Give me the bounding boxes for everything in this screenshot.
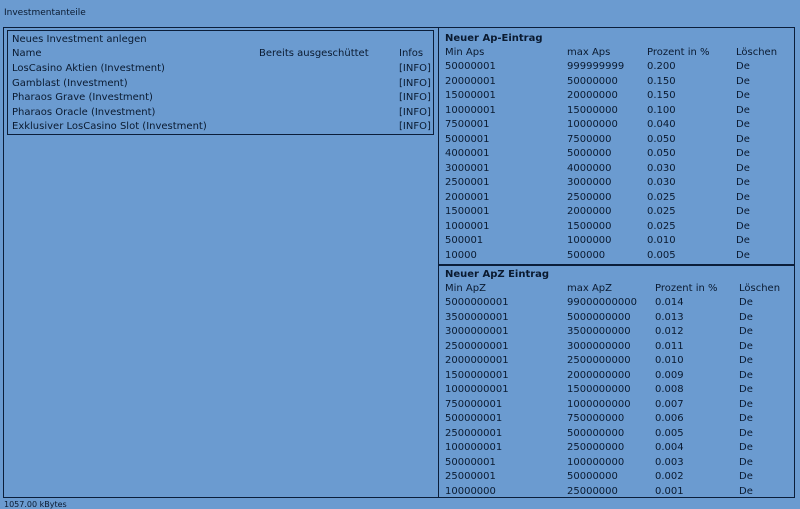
ap-min: 3000001 (445, 162, 490, 174)
apz-col-max: max ApZ (567, 283, 613, 294)
ap-col-min: Min Aps (445, 47, 485, 58)
ap-pct: 0.030 (647, 177, 676, 188)
info-link[interactable]: [INFO] (399, 63, 431, 74)
delete-link[interactable]: De (736, 191, 750, 203)
delete-link[interactable]: De (739, 326, 753, 337)
column-name: Name (12, 48, 42, 59)
ap-pct: 0.050 (647, 148, 676, 159)
ap-min: 4000001 (445, 148, 490, 159)
ap-min: 500001 (445, 235, 484, 246)
apz-col-min: Min ApZ (445, 283, 486, 294)
delete-link[interactable]: De (736, 148, 750, 159)
ap-min: 2000001 (445, 191, 490, 203)
apz-max: 2000000000 (567, 369, 631, 381)
ap-min: 1500001 (445, 206, 490, 217)
ap-pct: 0.010 (647, 235, 676, 246)
info-link[interactable]: [INFO] (399, 121, 431, 132)
main-frame (3, 27, 795, 498)
apz-max: 25000000 (567, 485, 618, 497)
apz-max: 3000000000 (567, 340, 631, 352)
ap-max: 1000000 (567, 235, 612, 246)
ap-min: 15000001 (445, 90, 496, 101)
apz-min: 2000000001 (445, 355, 509, 366)
apz-col-del: Löschen (739, 283, 781, 294)
delete-link[interactable]: De (736, 249, 750, 261)
apz-pct: 0.005 (655, 427, 684, 439)
apz-min: 10000000 (445, 485, 496, 497)
apz-pct: 0.001 (655, 485, 684, 497)
apz-max: 250000000 (567, 442, 625, 453)
delete-link[interactable]: De (739, 297, 753, 308)
ap-max: 2500000 (567, 191, 612, 203)
ap-pct: 0.005 (647, 249, 676, 261)
apz-max: 1500000000 (567, 384, 631, 395)
ap-min: 5000001 (445, 133, 490, 145)
delete-link[interactable]: De (736, 104, 750, 116)
section-divider (439, 264, 795, 266)
investment-row (12, 63, 430, 77)
column-infos: Infos (399, 48, 424, 59)
ap-max: 7500000 (567, 133, 612, 145)
investment-row (12, 92, 430, 106)
ap-max: 5000000 (567, 148, 612, 159)
ap-max: 1500000 (567, 220, 612, 232)
delete-link[interactable]: De (739, 311, 753, 323)
ap-pct: 0.100 (647, 104, 676, 116)
investment-row (12, 121, 430, 135)
delete-link[interactable]: De (739, 369, 753, 381)
ap-max: 4000000 (567, 162, 612, 174)
page-title: Investmentanteile (4, 8, 86, 18)
apz-pct: 0.013 (655, 311, 684, 323)
ap-min: 7500001 (445, 119, 490, 130)
investment-name[interactable]: Gamblast (Investment) (12, 77, 128, 89)
ap-pct: 0.030 (647, 162, 676, 174)
ap-pct: 0.050 (647, 133, 676, 145)
apz-pct: 0.009 (655, 369, 684, 381)
apz-max: 3500000000 (567, 326, 631, 337)
delete-link[interactable]: De (736, 206, 750, 217)
apz-min: 50000001 (445, 456, 496, 468)
column-paid: Bereits ausgeschüttet (259, 48, 369, 59)
apz-pct: 0.006 (655, 413, 684, 424)
page-size-footer: 1057.00 kBytes (4, 500, 67, 509)
ap-pct: 0.150 (647, 90, 676, 101)
ap-col-del: Löschen (736, 47, 778, 58)
investment-panel (7, 30, 434, 135)
apz-max: 500000000 (567, 427, 625, 439)
apz-max: 100000000 (567, 456, 625, 468)
ap-max: 2000000 (567, 206, 612, 217)
delete-link[interactable]: De (736, 61, 750, 72)
apz-pct: 0.008 (655, 384, 684, 395)
apz-pct: 0.010 (655, 355, 684, 366)
apz-pct: 0.002 (655, 471, 684, 482)
info-link[interactable]: [INFO] (399, 106, 431, 118)
apz-min: 3000000001 (445, 326, 509, 337)
apz-min: 750000001 (445, 398, 503, 410)
ap-max: 500000 (567, 249, 606, 261)
apz-min: 3500000001 (445, 311, 509, 323)
apz-pct: 0.011 (655, 340, 684, 352)
delete-link[interactable]: De (739, 340, 753, 352)
delete-link[interactable]: De (739, 471, 753, 482)
apz-pct: 0.014 (655, 297, 684, 308)
apz-max: 750000000 (567, 413, 625, 424)
ap-max: 20000000 (567, 90, 618, 101)
apz-max: 50000000 (567, 471, 618, 482)
apz-max: 2500000000 (567, 355, 631, 366)
ap-min: 2500001 (445, 177, 490, 188)
apz-max: 5000000000 (567, 311, 631, 323)
delete-link[interactable]: De (736, 177, 750, 188)
delete-link[interactable]: De (736, 162, 750, 174)
ap-col-pct: Prozent in % (647, 47, 710, 58)
ap-max: 3000000 (567, 177, 612, 188)
apz-min: 5000000001 (445, 297, 509, 308)
investment-name[interactable]: Exklusiver LosCasino Slot (Investment) (12, 121, 207, 132)
apz-min: 500000001 (445, 413, 503, 424)
ap-pct: 0.200 (647, 61, 676, 72)
investment-name[interactable]: Pharaos Grave (Investment) (12, 92, 153, 103)
info-link[interactable]: [INFO] (399, 92, 431, 103)
apz-max: 1000000000 (567, 398, 631, 410)
delete-link[interactable]: De (736, 75, 750, 87)
delete-link[interactable]: De (739, 398, 753, 410)
ap-max: 50000000 (567, 75, 618, 87)
apz-max: 99000000000 (567, 297, 637, 308)
apz-min: 250000001 (445, 427, 503, 439)
investment-row (12, 107, 430, 121)
ap-pct: 0.040 (647, 119, 676, 130)
ap-col-max: max Aps (567, 47, 611, 58)
ap-max: 15000000 (567, 104, 618, 116)
ap-pct: 0.025 (647, 206, 676, 217)
investment-name[interactable]: LosCasino Aktien (Investment) (12, 63, 165, 74)
investment-row (12, 78, 430, 92)
delete-link[interactable]: De (739, 427, 753, 439)
ap-pct: 0.025 (647, 220, 676, 232)
delete-link[interactable]: De (739, 413, 753, 424)
ap-min: 50000001 (445, 61, 496, 72)
apz-min: 25000001 (445, 471, 496, 482)
investment-name[interactable]: Pharaos Oracle (Investment) (12, 106, 156, 118)
apz-col-pct: Prozent in % (655, 283, 718, 294)
new-investment-link[interactable]: Neues Investment anlegen (12, 34, 147, 45)
apz-pct: 0.007 (655, 398, 684, 410)
delete-link[interactable]: De (739, 456, 753, 468)
delete-link[interactable]: De (739, 355, 753, 366)
delete-link[interactable]: De (739, 384, 753, 395)
entries-panel (438, 28, 794, 497)
delete-link[interactable]: De (736, 119, 750, 130)
delete-link[interactable]: De (736, 220, 750, 232)
delete-link[interactable]: De (739, 442, 753, 453)
ap-min: 10000 (445, 249, 477, 261)
apz-pct: 0.004 (655, 442, 684, 453)
ap-min: 20000001 (445, 75, 496, 87)
apz-pct: 0.012 (655, 326, 684, 337)
ap-min: 10000001 (445, 104, 496, 116)
apz-min: 1000000001 (445, 384, 509, 395)
ap-pct: 0.150 (647, 75, 676, 87)
ap-min: 1000001 (445, 220, 490, 232)
new-ap-entry-link[interactable]: Neuer Ap-Eintrag (445, 33, 543, 44)
ap-max: 999999999 (567, 61, 625, 72)
ap-max: 10000000 (567, 119, 618, 130)
new-apz-entry-link[interactable]: Neuer ApZ Eintrag (445, 269, 550, 280)
apz-min: 2500000001 (445, 340, 509, 352)
apz-min: 1500000001 (445, 369, 509, 381)
apz-min: 100000001 (445, 442, 503, 453)
delete-link[interactable]: De (736, 235, 750, 246)
ap-pct: 0.025 (647, 191, 676, 203)
apz-pct: 0.003 (655, 456, 684, 468)
delete-link[interactable]: De (736, 90, 750, 101)
info-link[interactable]: [INFO] (399, 77, 431, 89)
delete-link[interactable]: De (736, 133, 750, 145)
delete-link[interactable]: De (739, 485, 753, 497)
